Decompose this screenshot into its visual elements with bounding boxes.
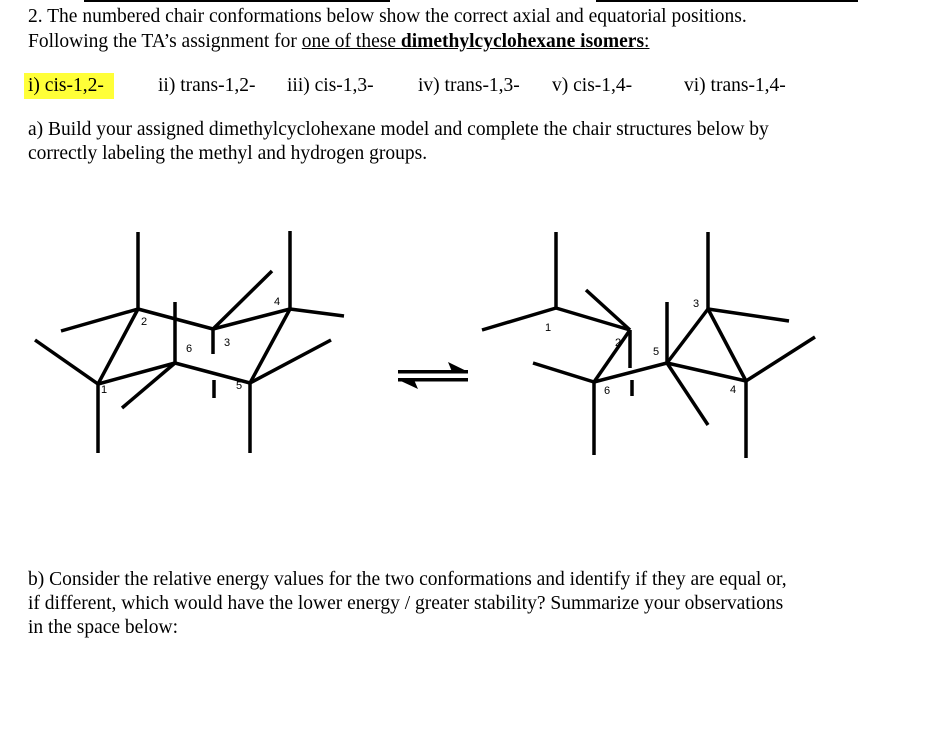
left-carbon-5-label: 5: [236, 380, 243, 392]
left-chair-ring: [98, 309, 290, 384]
question-colon: :: [644, 31, 650, 52]
isomer-option-6: vi) trans-1,4-: [684, 75, 786, 96]
right-carbon-1-label: 1: [545, 322, 552, 334]
left-carbon-4-label: 4: [274, 296, 281, 308]
left-carbon-2-label: 2: [141, 316, 148, 328]
right-carbon-5-label: 5: [653, 346, 660, 358]
right-carbon-6-label: 6: [604, 385, 611, 397]
left-carbon-6-label: 6: [186, 343, 193, 355]
right-carbon-2-label: 2: [615, 337, 622, 349]
isomer-option-1: i) cis-1,2-: [24, 73, 114, 99]
right-carbon-4-label: 4: [730, 384, 737, 396]
equilibrium-arrows: [398, 362, 468, 389]
left-chair-substituent-bonds: [35, 231, 344, 453]
part-b-line-1: b) Consider the relative energy values for the two conformations and identify if they are equal or,: [28, 569, 787, 590]
question-line-1: 2. The numbered chair conformations below show the correct axial and equatorial positions.: [28, 6, 747, 27]
question-prefix: Following the TA’s assignment for: [28, 31, 302, 52]
right-carbon-3-label: 3: [693, 298, 700, 310]
isomer-option-4: iv) trans-1,3-: [418, 75, 520, 96]
question-bold-isomers: dimethylcyclohexane isomers: [400, 31, 645, 52]
part-a-line-1: a) Build your assigned dimethylcyclohexane model and complete the chair structures below by: [28, 119, 769, 140]
question-underlined: one of these: [301, 31, 396, 52]
part-a-line-2: correctly labeling the methyl and hydrogen groups.: [28, 143, 428, 164]
left-carbon-1-label: 1: [101, 384, 108, 396]
part-b-line-2: if different, which would have the lower energy / greater stability? Summarize your observations: [28, 593, 784, 614]
right-chair-substituent-bonds: [482, 232, 815, 458]
left-carbon-3-label: 3: [224, 337, 231, 349]
part-b-line-3: in the space below:: [28, 617, 178, 638]
isomer-option-5: v) cis-1,4-: [552, 75, 633, 96]
isomer-option-2: ii) trans-1,2-: [158, 75, 256, 96]
right-chair-ring: [556, 308, 746, 382]
isomer-option-3: iii) cis-1,3-: [287, 75, 374, 96]
